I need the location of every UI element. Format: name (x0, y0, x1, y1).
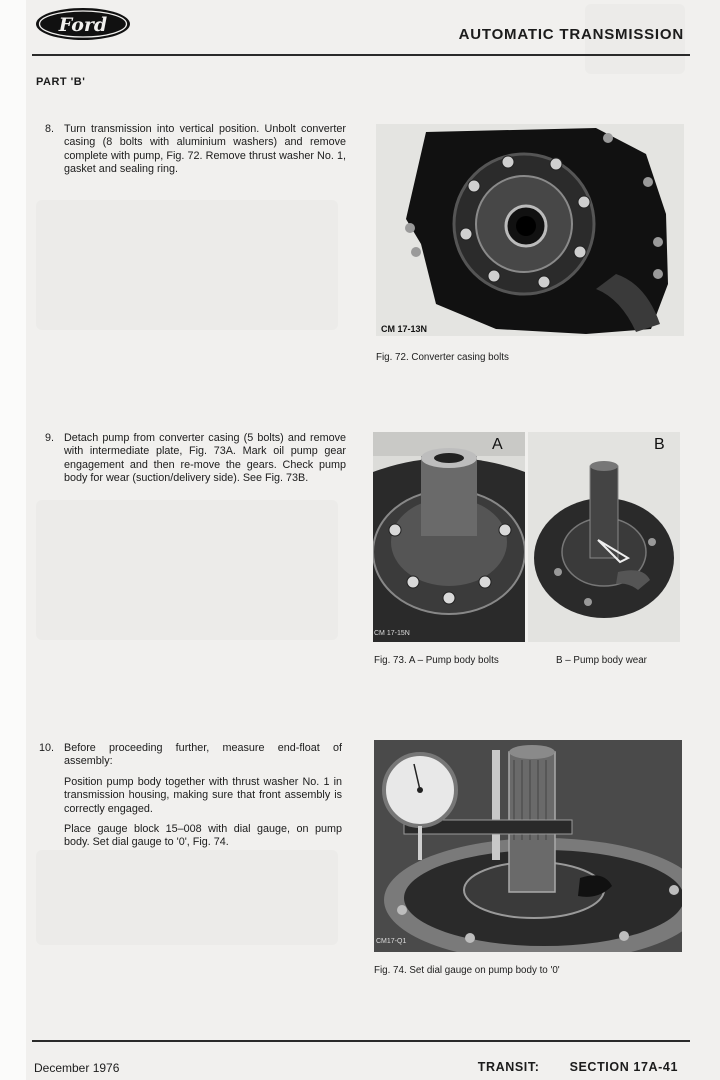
step-text: Place gauge block 15–008 with dial gauge, on pump body. Set dial gauge to '0', Fig. 74. (64, 823, 342, 849)
footer-model: TRANSIT: (477, 1060, 540, 1074)
figure-74-caption: Fig. 74. Set dial gauge on pump body to '0' (374, 965, 560, 976)
footer-section-number: SECTION 17A-41 (569, 1060, 678, 1074)
step-number: 8. (44, 123, 54, 135)
show-through-image (36, 200, 338, 330)
figure-72-caption: Fig. 72. Converter casing bolts (376, 352, 509, 363)
figure-73a-caption: Fig. 73. A – Pump body bolts (374, 655, 499, 666)
figure-73a-photo (373, 432, 525, 642)
footer-date: December 1976 (34, 1061, 120, 1075)
step-number: 10. (38, 742, 54, 754)
ford-logo-text: Ford (58, 14, 108, 36)
page-edge (0, 0, 26, 1080)
step-text: Detach pump from converter casing (5 bolts) and remove with intermediate plate, Fig. 73A. Mark oil pump gear engagement and then re-move the gears. Check pump body for wear (suction/delivery side). See Fig. 73B. (64, 432, 346, 485)
figure-72-photo (376, 124, 684, 336)
figure-code: CM 17-15N (374, 630, 410, 637)
show-through-image (36, 850, 338, 945)
figure-code: CM17-Q1 (376, 938, 407, 945)
step-text: Before proceeding further, measure end-float of assembly: (64, 742, 342, 768)
step-number: 9. (44, 432, 54, 444)
footer-rule (32, 1040, 690, 1042)
figure-73b-caption: B – Pump body wear (556, 655, 647, 666)
ford-logo (34, 6, 132, 42)
figure-73b-photo (528, 432, 680, 642)
panel-letter-a: A (492, 436, 503, 453)
header-rule (32, 54, 690, 56)
figure-code: CM 17-13N (381, 324, 428, 334)
footer-section (478, 1060, 678, 1074)
part-label: PART 'B' (36, 76, 86, 88)
step-text: Position pump body together with thrust washer No. 1 in transmission housing, making sure that front assembly is correctly engaged. (64, 775, 342, 815)
show-through-image (36, 500, 338, 640)
panel-letter-b: B (654, 436, 665, 453)
step-text: Turn transmission into vertical position. Unbolt converter casing (8 bolts with aluminium washers) and remove complete with pump, Fig. 72. Remove thrust washer No. 1, gasket and sealing ring. (64, 123, 346, 176)
figure-74-photo (374, 740, 682, 952)
page-title: AUTOMATIC TRANSMISSION (458, 26, 684, 43)
